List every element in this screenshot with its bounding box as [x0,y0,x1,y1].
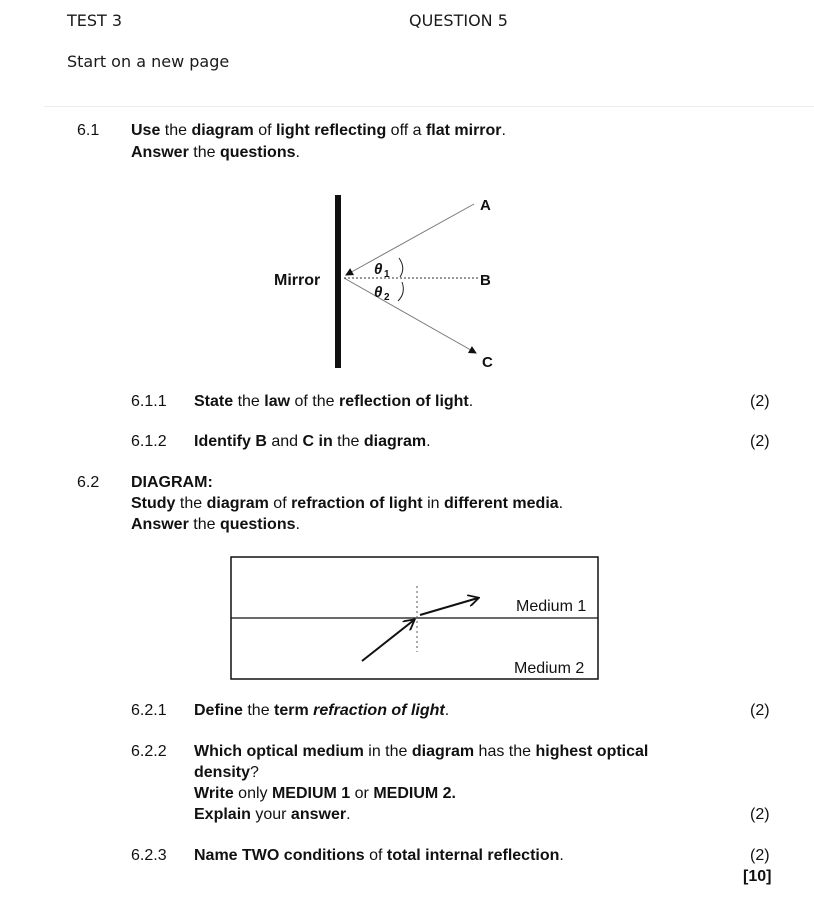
q622-line1: Which optical medium in the diagram has the highest optical [194,743,649,760]
mirror-label: Mirror [274,272,321,289]
theta2-symbol: θ [374,284,383,301]
q62-heading: DIAGRAM: [131,474,213,491]
mirror-bar [335,195,341,368]
q611-marks: (2) [750,393,770,410]
q62-line3: Answer the questions. [131,516,300,533]
label-b: B [480,272,491,289]
incident-ray [346,204,474,275]
q611-number: 6.1.1 [131,393,167,410]
refracted-ray [420,598,478,615]
medium2-label: Medium 2 [514,660,585,677]
divider [44,106,814,107]
theta1-subscript: 1 [384,269,390,280]
q622-line2: density? [194,764,259,781]
instruction-text: Start on a new page [67,52,230,71]
q612-marks: (2) [750,433,770,450]
q62-number: 6.2 [77,474,100,491]
incident-ray [362,620,414,661]
q612-number: 6.1.2 [131,433,167,450]
reflection-diagram [260,185,520,375]
q61-line2: Answer the questions. [131,144,300,161]
theta2-subscript: 2 [384,292,390,303]
theta2-arc [398,282,403,301]
q62-line2: Study the diagram of refraction of light in different media. [131,495,564,512]
q623-number: 6.2.3 [131,847,167,864]
reflected-ray [344,278,476,353]
q622-line4: Explain your answer. [194,806,351,823]
q622-marks: (2) [750,806,770,823]
label-c: C [482,354,493,371]
q612-text: Identify B and C in the diagram. [194,433,431,450]
q622-line3: Write only MEDIUM 1 or MEDIUM 2. [194,785,456,802]
medium1-label: Medium 1 [516,598,587,615]
q623-text: Name TWO conditions of total internal reflection. [194,847,564,864]
q621-marks: (2) [750,702,770,719]
q61-line1: Use the diagram of light reflecting off a flat mirror. [131,122,506,139]
theta1-arc [399,258,403,277]
q621-text: Define the term refraction of light. [194,702,450,719]
test-label: TEST 3 [67,11,123,30]
question-label: QUESTION 5 [409,11,508,30]
refraction-diagram [230,556,600,682]
q622-number: 6.2.2 [131,743,167,760]
total-marks: [10] [743,868,772,885]
q621-number: 6.2.1 [131,702,167,719]
label-a: A [480,197,491,214]
q611-text: State the law of the reflection of light. [194,393,474,410]
theta1-symbol: θ [374,261,383,278]
q623-marks: (2) [750,847,770,864]
q61-number: 6.1 [77,122,100,139]
